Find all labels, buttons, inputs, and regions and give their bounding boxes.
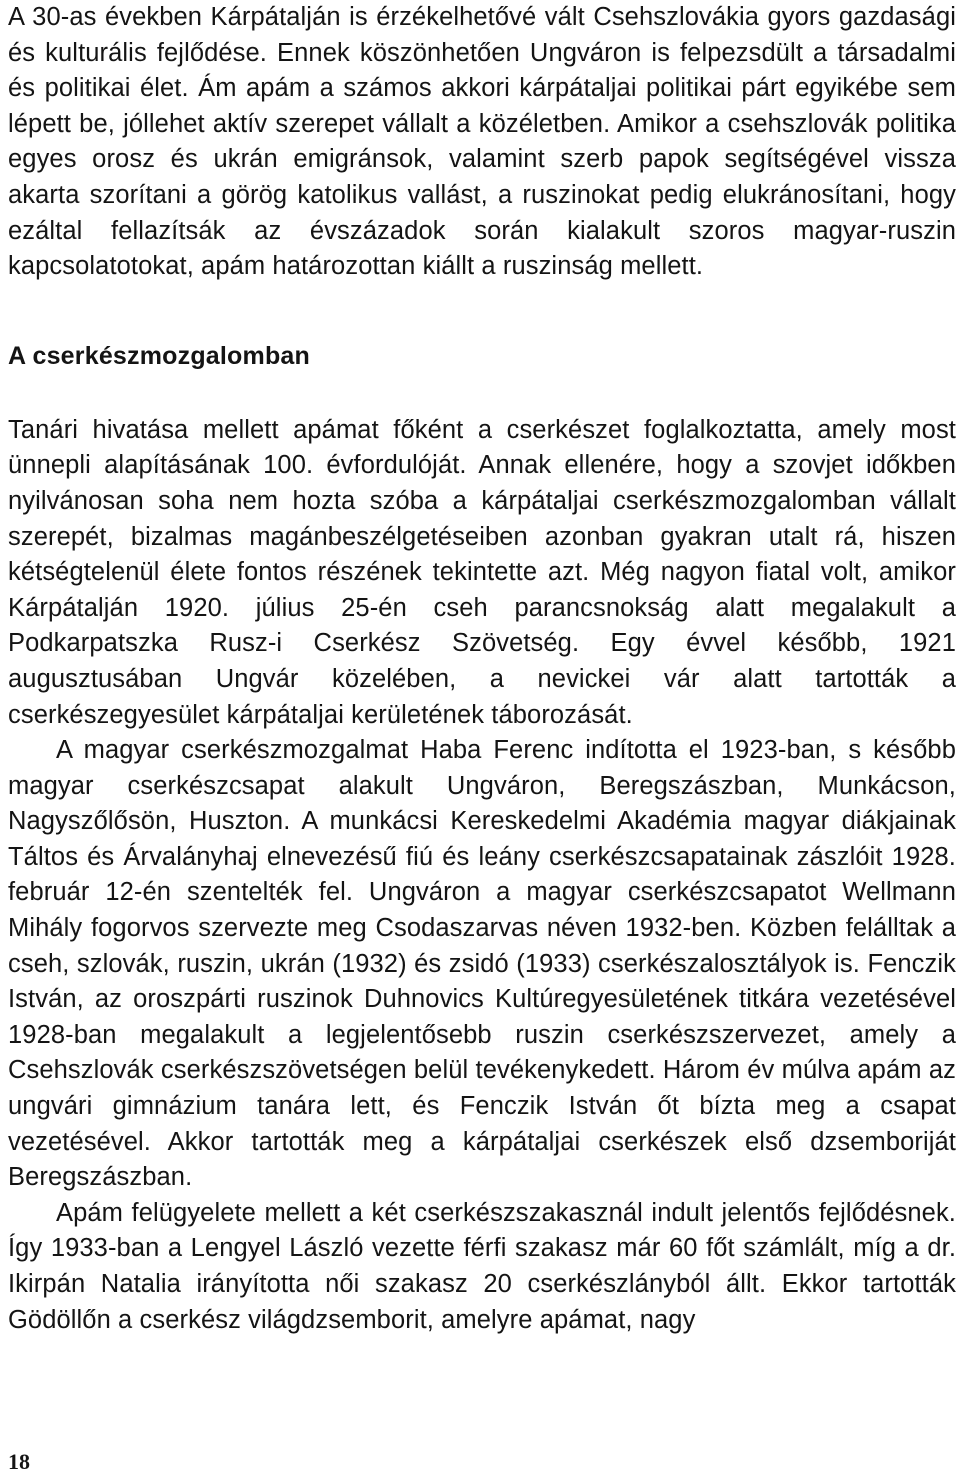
body-paragraph: Tanári hivatása mellett apámat főként a cserkészet foglalkoztatta, amely most ünnepli alapításának 100. évfordulóját. Annak ellenére, hogy a szovjet időkben nyilvánosan soha nem hozta szóba a kárpátaljai cserkészmozgalomban vállalt szerepét, bizalmas magánbeszélgetéseiben azonban gyakran utalt rá, hiszen kétségtelenül élete fontos részének tekintette azt. Még nagyon fiatal volt, amikor Kárpátalján 1920. július 25-én cseh parancsnokság alatt megalakult a Podkarpatszka Rusz-i Cserkész Szövetség. Egy évvel később, 1921 augusztusában Ungvár közelében, a nevickei vár alatt tartották a cserkészegyesület kárpátaljai kerületének táborozását.	[8, 415, 956, 729]
body-paragraph: A magyar cserkészmozgalmat Haba Ferenc indította el 1923-ban, s később magyar cserkészcsapat alakult Ungváron, Beregszászban, Munkácson, Nagyszőlősön, Huszton. A munkácsi Kereskedelmi Akadémia magyar diákjainak Táltos és Árvalányhaj elnevezésű fiú és leány cserkészcsapatainak zászlóit 1928. február 12-én szentelték fel. Ungváron a magyar cserkészcsapatot Wellmann Mihály fogorvos szervezte meg Csodaszarvas néven 1932-ben. Közben felálltak a cseh, szlovák, ruszin, ukrán (1932) és zsidó (1933) cserkészalosztályok is. Fenczik István, az oroszpárti ruszinok Duhnovics Kultúregyesületének titkára vezetésével 1928-ban megalakult a legjelentősebb ruszin cserkészszervezet, amely a Csehszlovák cserkészszövetségen belül tevékenykedett. Három év múlva apám az ungvári gimnázium tanára lett, és Fenczik István őt bízta meg a csapat vezetésével. Akkor tartották meg a kárpátaljai cserkészek első dzsemboriját Beregszászban.	[8, 736, 956, 1192]
body-paragraph: Apám felügyelete mellett a két cserkészszakasznál indult jelentős fejlődésnek. Így 1933-ban a Lengyel László vezette férfi szakasz már 60 főt számlált, míg a dr. Ikirpán Natalia irányította női szakasz 20 cserkészlányból állt. Ekkor tartották Gödöllőn a cserkész világdzsemborit, amelyre apámat, nagy	[8, 1198, 956, 1334]
document-page	[8, 0, 956, 1338]
page-number: 18	[8, 1449, 30, 1474]
section-heading: A cserkészmozgalomban	[8, 341, 310, 370]
intro-paragraph: A 30-as években Kárpátalján is érzékelhetővé vált Csehszlovákia gyors gazdasági és kulturális fejlődése. Ennek köszönhetően Ungváron is felpezsdült a társadalmi és politikai élet. Ám apám a számos akkori kárpátaljai politikai párt egyikébe sem lépett be, jóllehet aktív szerepet vállalt a közéletben. Amikor a csehszlovák politika egyes orosz és ukrán emigránsok, valamint szerb papok segítségével vissza akarta szorítani a görög katolikus vallást, a ruszinokat pedig elukránosítani, hogy ezáltal fellazítsák az évszázadok során kialakult szoros magyar-ruszin kapcsolatotokat, apám határozottan kiállt a ruszinság mellett.	[8, 3, 956, 281]
